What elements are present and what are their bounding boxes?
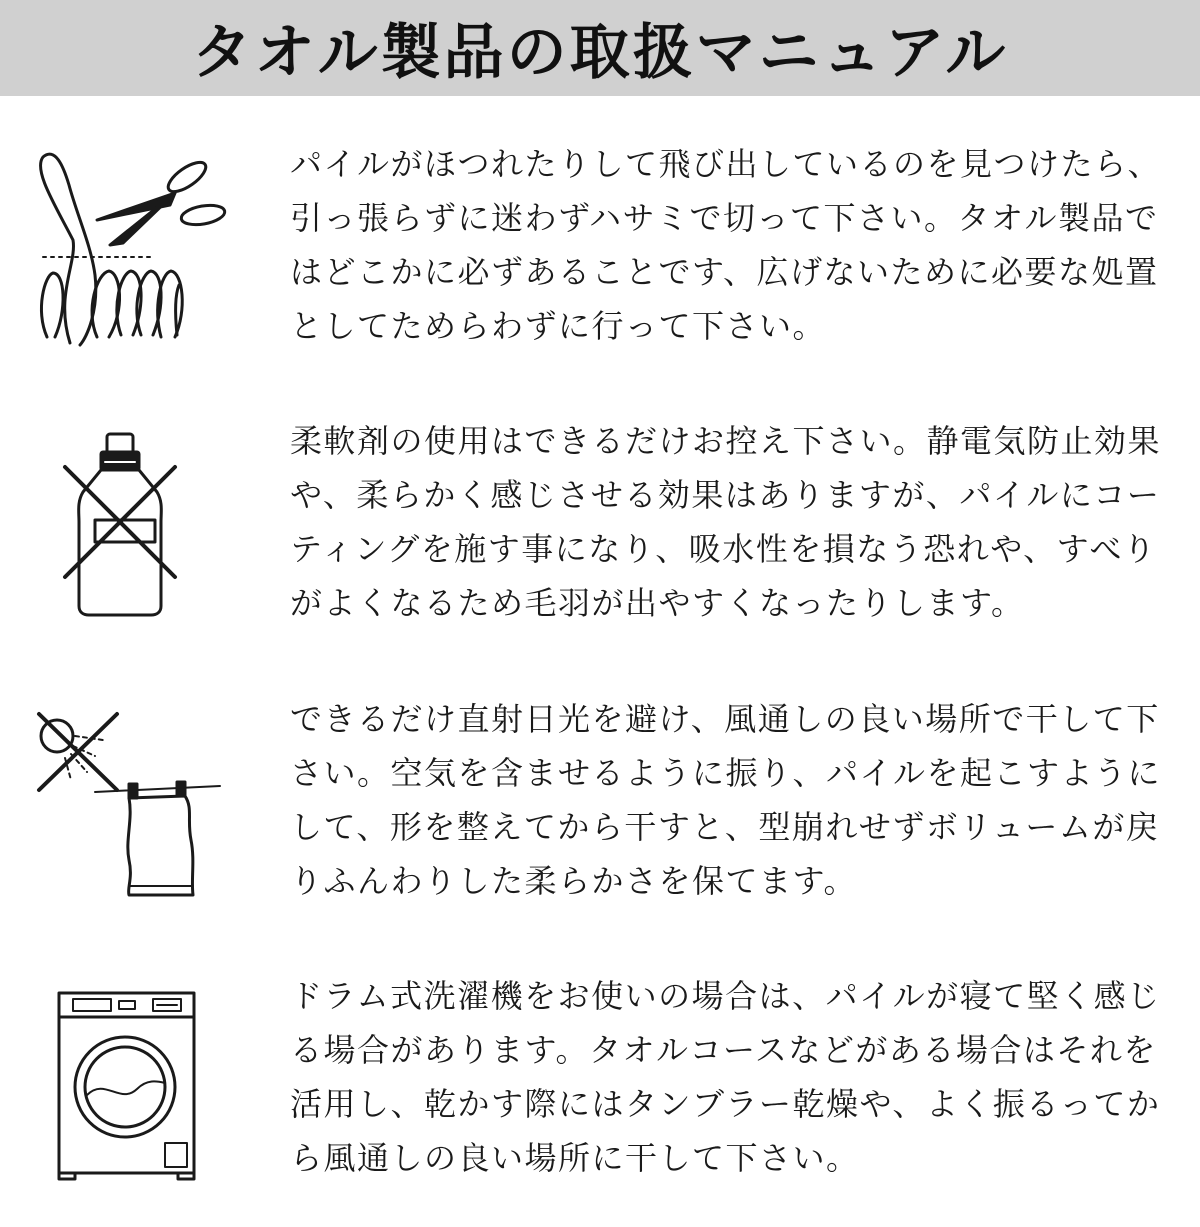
pile-cutting-instruction: パイルがほつれたりして飛び出しているのを見つけたら、引っ張らずに迷わずハサミで切って下さい。タオル製品ではどこかに必ずあることです、広げないために必要な処置としてためらわずに行って下さい。 [290,145,1162,345]
softener-instruction: 柔軟剤の使用はできるだけお控え下さい。静電気防止効果や、柔らかく感じさせる効果はありますが、パイルにコーティングを施す事になり、吸水性を損なう恐れや、すべりがよくなるため毛羽が出やすくなったりします。 [290,422,1162,622]
scissors-cutting-pile-icon [25,145,235,355]
care-section-pile-cutting [0,145,1200,395]
drying-instruction: できるだけ直射日光を避け、風通しの良い場所で干して下さい。空気を含ませるように振り、パイルを起こすようにして、形を整えてから干すと、型崩れせずボリュームが戻りふんわりした柔らかさを保てます。 [290,700,1162,900]
no-direct-sunlight-drying-icon [25,700,235,910]
no-softener-bottle-icon [25,422,235,632]
care-section-softener [0,422,1200,672]
title-banner [0,0,1200,96]
care-section-drum-washer [0,977,1200,1227]
page-title: タオル製品の取扱マニュアル [191,18,1009,88]
drum-washing-machine-icon [25,977,235,1187]
care-section-drying [0,700,1200,950]
drum-washer-instruction: ドラム式洗濯機をお使いの場合は、パイルが寝て堅く感じる場合があります。タオルコースなどがある場合はそれを活用し、乾かす際にはタンブラー乾燥や、よく振るってから風通しの良い場所に干して下さい。 [290,977,1161,1177]
